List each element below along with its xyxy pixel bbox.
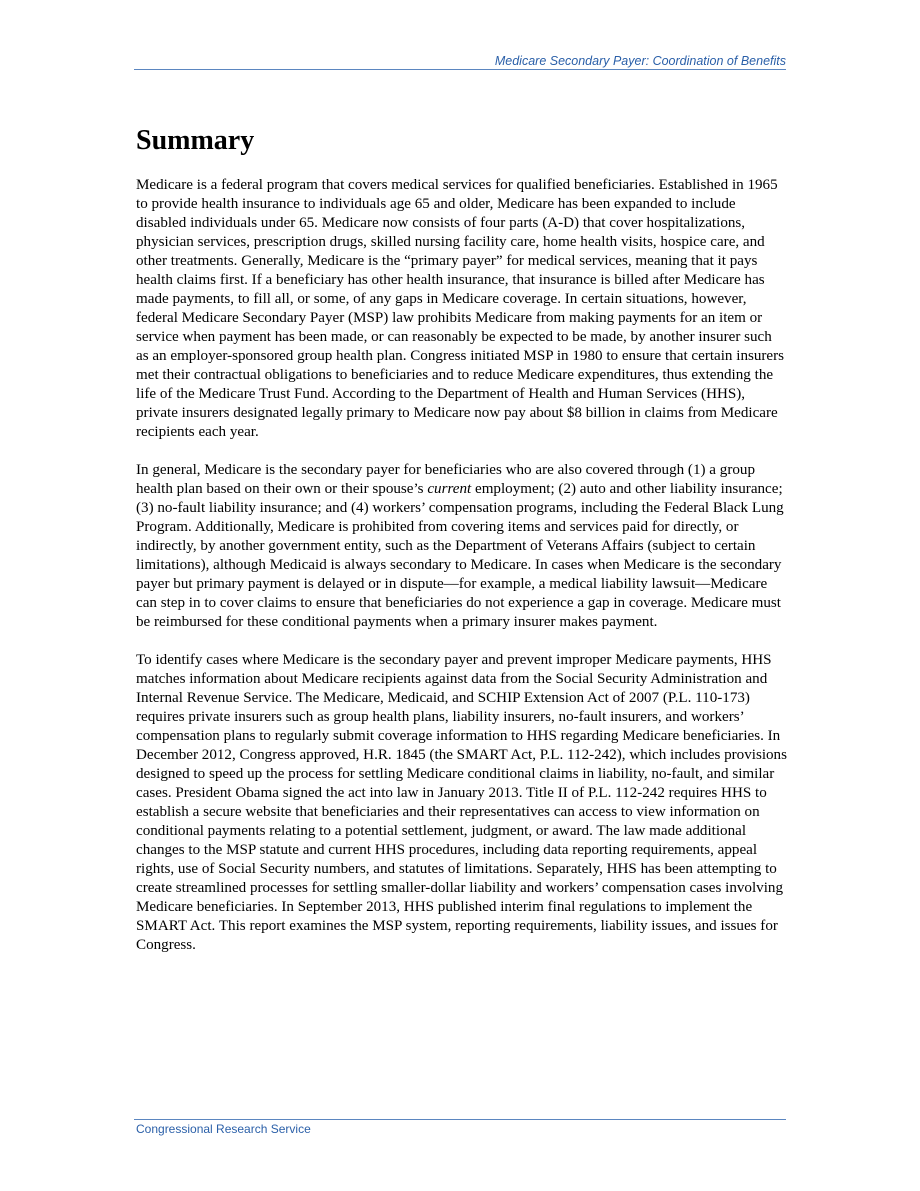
footer-divider [134,1119,786,1120]
paragraph-3: To identify cases where Medicare is the secondary payer and prevent improper Medicare payments, HHS matches information about Medicare recipients against data from the Social Security Administration and Internal Revenue Service. The Medicare, Medicaid, and SCHIP Extension Act of 2007 (P.L. 110-173) requires private insurers such as group health plans, liability insurers, no-fault insurers, and workers’ compensation plans to regularly submit coverage information to HHS regarding Medicare beneficiaries. In December 2012, Congress approved, H.R. 1845 (the SMART Act, P.L. 112-242), which includes provisions designed to speed up the process for settling Medicare conditional claims in liability, no-fault, and similar cases. President Obama signed the act into law in January 2013. Title II of P.L. 112-242 requires HHS to establish a secure website that beneficiaries and their representatives can access to view information on conditional payments relating to a potential settlement, judgment, or award. The law made additional changes to the MSP statute and current HHS procedures, including data reporting requirements, appeal rights, use of Social Security numbers, and statutes of limitations. Separately, HHS has been attempting to create streamlined processes for settling smaller-dollar liability and workers’ compensation cases involving Medicare beneficiaries. In September 2013, HHS published interim final regulations to implement the SMART Act. This report examines the MSP system, reporting requirements, liability issues, and issues for Congress. [136,652,787,953]
paragraph-2 [136,461,788,632]
header-divider [134,69,786,70]
summary-body [136,176,788,974]
paragraph-1: Medicare is a federal program that covers medical services for qualified beneficiaries. Established in 1965 to provide health insurance to individuals age 65 and older, Medicare has been expanded to include disabled individuals under 65. Medicare now consists of four parts (A-D) that cover hospitalizations, physician services, prescription drugs, skilled nursing facility care, home health visits, hospice care, and other treatments. Generally, Medicare is the “primary payer” for medical services, meaning that it pays health claims first. If a beneficiary has other health insurance, that insurance is billed after Medicare has made payments, to fill all, or some, of any gaps in Medicare coverage. In certain situations, however, federal Medicare Secondary Payer (MSP) law prohibits Medicare from making payments for an item or service when payment has been made, or can reasonably be expected to be made, by another insurer such as an employer-sponsored group health plan. Congress initiated MSP in 1980 to ensure that certain insurers met their contractual obligations to beneficiaries and to reduce Medicare expenditures, thus extending the life of the Medicare Trust Fund. According to the Department of Health and Human Services (HHS), private insurers designated legally primary to Medicare now pay about $8 billion in claims from Medicare recipients each year. [136,177,785,440]
running-header-title: Medicare Secondary Payer: Coordination of Benefits [494,54,786,68]
paragraph-2-emphasis: current [427,481,472,497]
page-heading: Summary [136,125,255,156]
paragraph-2-part-1: In general, Medicare is the secondary payer for beneficiaries who are also covered through (1) a group health plan based on their own or their spouse’s [136,462,755,497]
paragraph-2-part-2: employment; (2) auto and other liability insurance; (3) no-fault liability insurance; and (4) workers’ compensation programs, including the Federal Black Lung Program. Additionally, Medicare is prohibited from covering items and services paid for directly, or indirectly, by another government entity, such as the Department of Veterans Affairs (subject to certain limitations), although Medicaid is always secondary to Medicare. In cases when Medicare is the secondary payer but primary payment is delayed or in dispute—for example, a medical liability lawsuit—Medicare can step in to cover claims to ensure that beneficiaries do not experience a gap in coverage. Medicare must be reimbursed for these conditional payments when a primary insurer makes payment. [136,481,784,630]
footer-organization: Congressional Research Service [136,1122,311,1136]
